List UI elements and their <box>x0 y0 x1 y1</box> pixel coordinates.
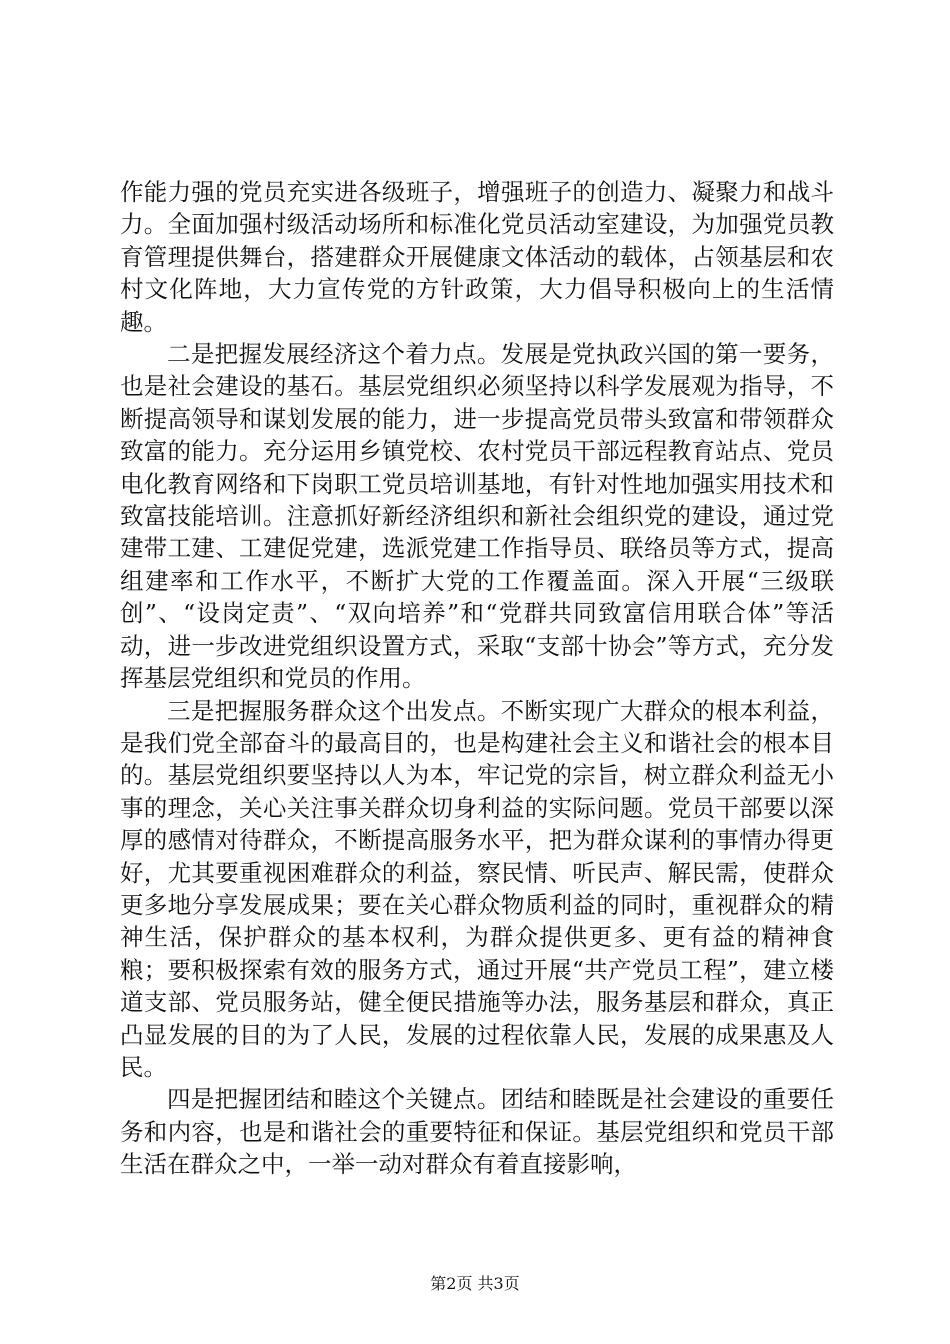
body-text <box>120 176 834 1181</box>
paragraph-continuation: 作能力强的党员充实进各级班子，增强班子的创造力、凝聚力和战斗力。全面加强村级活动场所和标准化党员活动室建设，为加强党员教育管理提供舞台，搭建群众开展健康文体活动的载体，占领基层和农村文化阵地，大力宣传党的方针政策，大力倡导积极向上的生活情趣。 <box>120 178 834 336</box>
paragraph-unity: 四是把握团结和睦这个关键点。团结和睦既是社会建设的重要任务和内容，也是和谐社会的重要特征和保证。基层党组织和党员干部生活在群众之中，一举一动对群众有着直接影响， <box>120 1085 834 1179</box>
page-footer: 第2页 共3页 <box>430 1274 520 1293</box>
paragraph-economy: 二是把握发展经济这个着力点。发展是党执政兴国的第一要务，也是社会建设的基石。基层党组织必须坚持以科学发展观为指导，不断提高领导和谋划发展的能力，进一步提高党员带头致富和带领群众致富的能力。充分运用乡镇党校、农村党员干部远程教育站点、党员电化教育网络和下岗职工党员培训基地，有针对性地加强实用技术和致富技能培训。注意抓好新经济组织和新社会组织党的建设，通过党建带工建、工建促党建，选派党建工作指导员、联络员等方式，提高组建率和工作水平，不断扩大党的工作覆盖面。深入开展“三级联创”、“设岗定责”、“双向培养”和“党群共同致富信用联合体”等活动，进一步改进党组织设置方式，采取“支部十协会”等方式，充分发挥基层党组织和党员的作用。 <box>120 340 834 693</box>
paragraph-service: 三是把握服务群众这个出发点。不断实现广大群众的根本利益，是我们党全部奋斗的最高目的，也是构建社会主义和谐社会的根本目的。基层党组织要坚持以人为本，牢记党的宗旨，树立群众利益无小事的理念，关心关注事关群众切身利益的实际问题。党员干部要以深厚的感情对待群众，不断提高服务水平，把为群众谋利的事情办得更好，尤其要重视困难群众的利益，察民情、听民声、解民需，使群众更多地分享发展成果；要在关心群众物质利益的同时，重视群众的精神生活，保护群众的基本权利，为群众提供更多、更有益的精神食粮；要积极探索有效的服务方式，通过开展“共产党员工程”，建立楼道支部、党员服务站，健全便民措施等办法，服务基层和群众，真正凸显发展的目的为了人民，发展的过程依靠人民，发展的成果惠及人民。 <box>120 696 834 1081</box>
